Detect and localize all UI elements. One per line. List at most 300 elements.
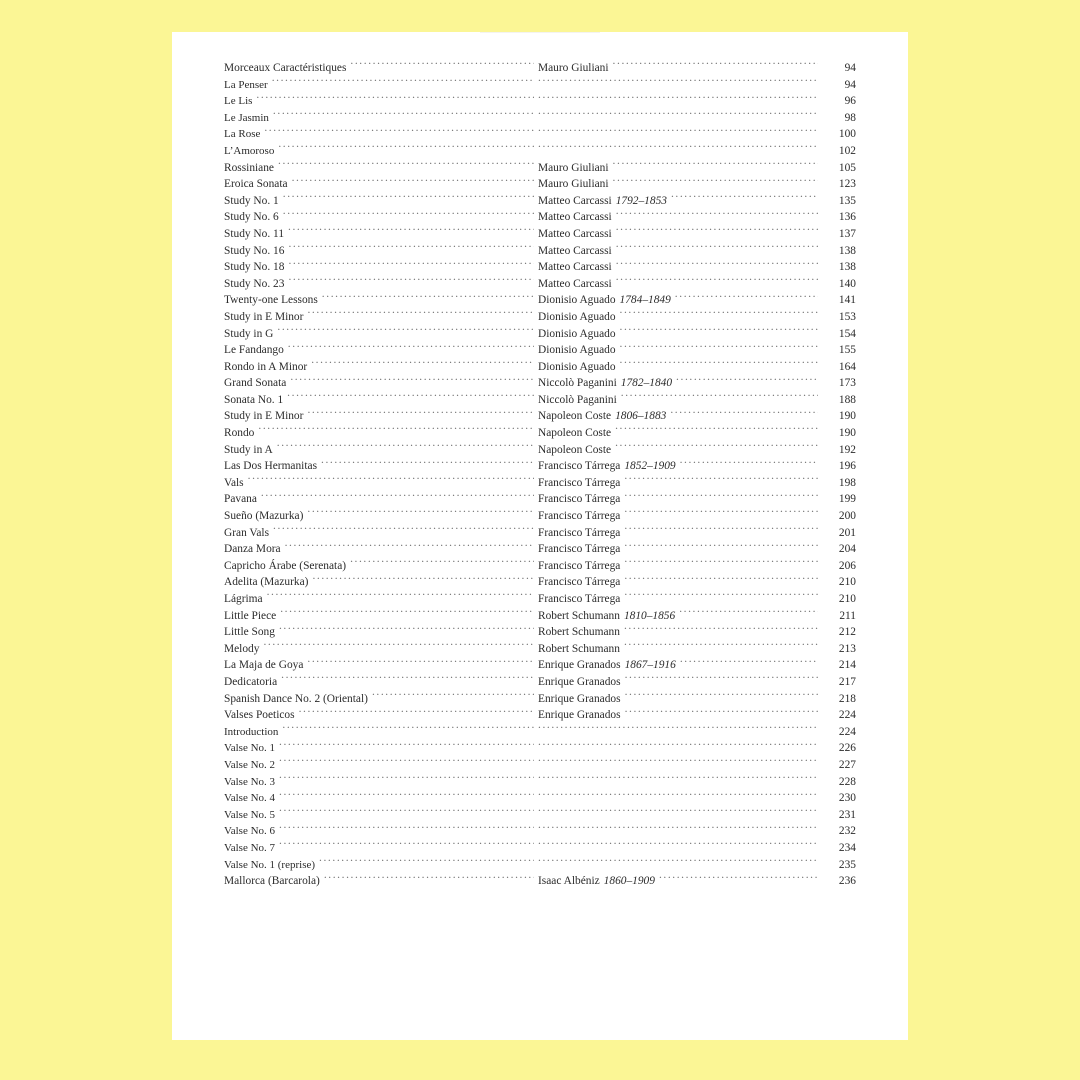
toc-title-column [224,425,534,442]
toc-entry[interactable] [224,807,856,824]
toc-entry-title: Valse No. 1 (reprise) [224,858,316,871]
leader-dots [312,574,534,585]
leader-dots [299,707,534,718]
toc-entry[interactable] [224,657,856,674]
toc-entry[interactable] [224,243,856,260]
toc-entry[interactable] [224,209,856,226]
leader-dots [538,724,818,735]
toc-entry[interactable] [224,408,856,425]
leader-dots [675,292,818,303]
toc-title-column [224,624,534,641]
toc-composer-column [534,757,818,768]
leader-dots [290,375,534,386]
leader-dots [621,392,818,403]
toc-composer-column [534,508,818,525]
toc-title-column [224,541,534,558]
toc-entry[interactable] [224,309,856,326]
leader-dots [538,807,818,818]
toc-entry-composer: Robert Schumann [538,609,620,622]
leader-dots [279,807,534,818]
toc-entry-page-number: 188 [838,393,856,406]
toc-title-column [224,392,534,409]
toc-entry-composer: Francisco Tárrega [538,526,621,539]
leader-dots [272,77,534,88]
toc-title-column [224,243,534,260]
leader-dots [256,93,534,104]
toc-entry-title: Valse No. 4 [224,792,276,805]
leader-dots [307,309,534,320]
page-content [205,60,875,890]
toc-composer-column [534,93,818,104]
toc-entry-title: Little Song [224,626,275,639]
toc-entry-page-number: 210 [838,593,856,605]
toc-entry-composer: Enrique Granados [538,659,621,672]
toc-entry[interactable] [224,857,856,874]
toc-title-column [224,491,534,508]
leader-dots [624,558,818,569]
toc-composer-column [534,276,818,293]
toc-entry-title: La Maja de Goya [224,659,304,672]
toc-composer-column [534,525,818,542]
toc-composer-column [534,425,818,442]
toc-composer-column [534,160,818,177]
toc-entry[interactable] [224,873,856,890]
toc-entry[interactable] [224,326,856,343]
toc-entry-page-number: 234 [838,841,856,854]
toc-entry-page-number: 138 [838,244,856,257]
toc-entry-composer: Dionisio Aguado [538,327,616,340]
leader-dots [279,774,534,785]
leader-dots [288,243,534,254]
toc-composer-column [534,641,818,658]
toc-composer-column [534,774,818,785]
leader-dots [620,342,818,353]
toc-entry[interactable] [224,641,856,658]
leader-dots [288,342,534,353]
toc-title-column [224,359,534,376]
toc-entry-title: Vals [224,476,244,489]
toc-composer-column [534,574,818,591]
toc-entry-composer: Robert Schumann [538,626,620,639]
toc-entry-composer: Matteo Carcassi [538,277,612,290]
toc-composer-column [534,857,818,868]
toc-entry[interactable] [224,458,856,475]
toc-composer-column [534,707,818,724]
toc-entry[interactable] [224,342,856,359]
toc-entry-page-number: 199 [838,493,856,506]
toc-entry-composer: Niccolò Paganini [538,393,617,406]
toc-entry-composer: Niccolò Paganini [538,377,617,390]
leader-dots [279,840,534,851]
leader-dots [624,525,818,536]
toc-entry[interactable] [224,292,856,309]
toc-entry-composer: Enrique Granados [538,692,621,705]
toc-entry-page-number: 140 [838,277,856,290]
toc-entry-page-number: 98 [844,111,856,124]
toc-title-column [224,790,534,807]
toc-entry-title: Lágrima [224,593,263,605]
leader-dots [283,209,534,220]
leader-dots [616,209,818,220]
toc-entry-title: Danza Mora [224,543,281,556]
toc-entry[interactable] [224,674,856,691]
toc-entry[interactable] [224,176,856,193]
toc-entry[interactable] [224,757,856,774]
toc-entry-composer-years: 1784–1849 [619,294,671,307]
leader-dots [624,624,818,635]
toc-composer-column [534,740,818,751]
toc-entry-title: Rondo in A Minor [224,360,308,373]
toc-entry[interactable] [224,359,856,376]
toc-entry-page-number: 213 [838,642,856,655]
toc-entry-composer: Dionisio Aguado [538,310,616,323]
toc-composer-column [534,873,818,890]
leader-dots [277,442,534,453]
toc-entry-title: Adelita (Mazurka) [224,576,309,589]
toc-entry-title: Pavana [224,493,257,506]
leader-dots [625,691,818,702]
leader-dots [287,392,534,403]
leader-dots [624,591,818,602]
toc-entry-page-number: 217 [838,675,856,688]
toc-entry[interactable] [224,541,856,558]
toc-entry[interactable] [224,276,856,293]
toc-title-column [224,807,534,824]
toc-title-column [224,608,534,625]
toc-title-column [224,342,534,359]
toc-title-column [224,691,534,708]
toc-entry-composer: Francisco Tárrega [538,559,621,572]
toc-title-column [224,774,534,791]
toc-entry-composer-years: 1860–1909 [603,875,655,888]
toc-title-column [224,126,534,143]
toc-entry[interactable] [224,126,856,143]
toc-entry[interactable] [224,442,856,459]
toc-entry[interactable] [224,160,856,177]
leader-dots [620,359,818,370]
toc-entry-composer: Mauro Giuliani [538,161,609,174]
toc-entry-title: Mallorca (Barcarola) [224,875,320,888]
document-page [172,32,908,1040]
toc-entry-composer-years: 1852–1909 [624,460,676,473]
toc-entry-title: Dedicatoria [224,675,278,688]
toc-entry[interactable] [224,525,856,542]
leader-dots [288,276,534,287]
toc-entry[interactable] [224,790,856,807]
toc-entry-page-number: 154 [838,327,856,340]
toc-title-column [224,641,534,658]
toc-entry-composer: Enrique Granados [538,675,621,688]
leader-dots [538,823,818,834]
toc-entry-title: Spanish Dance No. 2 (Oriental) [224,692,368,705]
toc-composer-column [534,458,818,475]
toc-title-column [224,574,534,591]
leader-dots [281,674,534,685]
toc-title-column [224,740,534,757]
toc-entry[interactable] [224,591,856,608]
toc-entry-title: Study No. 1 [224,194,279,207]
toc-entry-title: Study No. 16 [224,244,285,257]
toc-entry[interactable] [224,226,856,243]
toc-entry[interactable] [224,624,856,641]
toc-entry[interactable] [224,143,856,160]
toc-entry-composer-years: 1782–1840 [620,377,673,390]
leader-dots [292,176,534,187]
toc-entry[interactable] [224,574,856,591]
toc-entry[interactable] [224,193,856,210]
leader-dots [616,243,818,254]
toc-title-column [224,176,534,193]
toc-composer-column [534,375,818,392]
toc-entry[interactable] [224,774,856,791]
toc-entry-page-number: 138 [838,261,856,274]
leader-dots [307,508,534,519]
leader-dots [680,657,818,668]
toc-entry-composer-years: 1806–1883 [615,410,667,423]
toc-entry[interactable] [224,691,856,708]
toc-entry[interactable] [224,558,856,575]
leader-dots [538,840,818,851]
toc-entry[interactable] [224,491,856,508]
toc-entry-composer: Francisco Tárrega [538,543,621,556]
toc-entry[interactable] [224,110,856,127]
toc-entry[interactable] [224,77,856,94]
toc-entry-page-number: 226 [838,742,856,755]
toc-title-column [224,525,534,542]
toc-title-column [224,309,534,326]
toc-entry-composer-years: 1810–1856 [623,609,676,622]
toc-title-column [224,707,534,724]
toc-composer-column [534,608,818,625]
toc-title-column [224,77,534,94]
leader-dots [538,790,818,801]
toc-entry-title: Gran Vals [224,526,270,539]
toc-composer-column [534,691,818,708]
leader-dots [311,359,534,370]
toc-entry[interactable] [224,608,856,625]
toc-composer-column [534,110,818,121]
toc-composer-column [534,77,818,88]
toc-composer-column [534,392,818,409]
leader-dots [624,508,818,519]
leader-dots [283,193,534,204]
leader-dots [615,442,818,453]
toc-entry-page-number: 192 [838,443,856,456]
toc-entry-page-number: 136 [838,211,856,224]
leader-dots [282,724,534,735]
toc-entry-page-number: 232 [838,825,856,838]
toc-entry-title: Study No. 11 [224,227,285,240]
toc-entry-title: Valse No. 6 [224,825,276,838]
toc-composer-column [534,243,818,260]
leader-dots [307,657,534,668]
leader-dots [616,226,818,237]
leader-dots [679,608,818,619]
toc-title-column [224,160,534,177]
page-header-rule [480,32,600,38]
toc-title-column [224,93,534,110]
toc-entry[interactable] [224,724,856,741]
toc-entry[interactable] [224,425,856,442]
toc-title-column [224,823,534,840]
toc-title-column [224,873,534,890]
toc-entry-page-number: 224 [838,709,856,722]
leader-dots [278,143,534,154]
leader-dots [538,126,818,137]
toc-entry-page-number: 231 [838,808,856,821]
leader-dots [613,60,818,71]
toc-entry[interactable] [224,508,856,525]
leader-dots [288,226,534,237]
leader-dots [680,458,818,469]
leader-dots [261,491,534,502]
toc-title-column [224,857,534,874]
leader-dots [616,276,818,287]
leader-dots [538,77,818,88]
toc-composer-column [534,408,818,425]
toc-composer-column [534,259,818,276]
toc-entry-title: Little Piece [224,609,277,622]
toc-entry-page-number: 100 [838,128,856,141]
leader-dots [279,624,534,635]
toc-entry[interactable] [224,475,856,492]
leader-dots [671,193,818,204]
toc-entry-composer: Francisco Tárrega [538,576,621,589]
toc-entry-page-number: 155 [838,344,856,357]
leader-dots [321,458,534,469]
toc-entry[interactable] [224,707,856,724]
toc-entry-page-number: 141 [838,294,856,307]
leader-dots [538,740,818,751]
toc-entry[interactable] [224,259,856,276]
leader-dots [620,309,818,320]
toc-entry-title: Study in E Minor [224,310,304,323]
toc-entry-title: Eroica Sonata [224,178,288,191]
leader-dots [616,259,818,270]
toc-entry-title: Valse No. 5 [224,808,276,821]
toc-entry-title: Capricho Árabe (Serenata) [224,559,347,572]
leader-dots [279,757,534,768]
toc-composer-column [534,475,818,492]
leader-dots [676,375,818,386]
toc-title-column [224,226,534,243]
toc-composer-column [534,226,818,243]
toc-entry[interactable] [224,375,856,392]
toc-composer-column [534,790,818,801]
leader-dots [258,425,534,436]
leader-dots [307,408,534,419]
toc-entry-page-number: 198 [838,476,856,489]
leader-dots [280,608,534,619]
toc-entry-title: Rondo [224,427,255,440]
toc-entry-page-number: 206 [838,559,856,572]
toc-entry-page-number: 190 [838,410,856,423]
toc-entry-title: Valse No. 7 [224,841,276,854]
toc-entry-title: Las Dos Hermanitas [224,460,317,473]
toc-entry-composer-years: 1792–1853 [615,194,667,207]
toc-title-column [224,558,534,575]
leader-dots [538,93,818,104]
toc-composer-column [534,491,818,508]
toc-title-column [224,674,534,691]
toc-title-column [224,724,534,741]
toc-title-column [224,60,534,77]
toc-title-column [224,408,534,425]
toc-entry[interactable] [224,392,856,409]
leader-dots [624,641,818,652]
toc-entry-title: Morceaux Caractéristiques [224,62,347,74]
toc-composer-column [534,807,818,818]
toc-entry-page-number: 153 [838,310,856,323]
toc-entry-page-number: 96 [844,95,856,108]
leader-dots [319,857,534,868]
toc-composer-column [534,823,818,834]
leader-dots [324,873,534,884]
toc-entry-composer: Matteo Carcassi [538,194,612,207]
leader-dots [350,558,534,569]
toc-entry[interactable] [224,840,856,857]
toc-entry-composer: Matteo Carcassi [538,261,612,274]
leader-dots [279,823,534,834]
toc-entry-page-number: 214 [838,659,856,672]
leader-dots [613,160,818,171]
toc-entry-page-number: 196 [838,460,856,473]
leader-dots [538,143,818,154]
toc-title-column [224,458,534,475]
toc-entry[interactable] [224,60,856,77]
toc-entry-composer: Francisco Tárrega [538,460,621,473]
toc-composer-column [534,193,818,210]
toc-entry-composer: Enrique Granados [538,709,621,722]
leader-dots [263,641,534,652]
toc-entry-title: Study in G [224,327,274,340]
toc-title-column [224,591,534,608]
toc-entry[interactable] [224,740,856,757]
toc-entry-title: Twenty-one Lessons [224,294,318,307]
toc-entry-title: L’Amoroso [224,144,275,157]
toc-entry-page-number: 211 [839,609,856,622]
toc-entry-page-number: 230 [838,792,856,805]
toc-title-column [224,442,534,459]
toc-entry-page-number: 135 [838,194,856,207]
toc-entry-title: Rossiniane [224,161,274,174]
toc-entry-page-number: 212 [838,626,856,639]
toc-entry[interactable] [224,93,856,110]
toc-entry[interactable] [224,823,856,840]
toc-entry-composer: Francisco Tárrega [538,510,621,523]
toc-entry-composer: Napoleon Coste [538,427,612,440]
toc-entry-composer: Matteo Carcassi [538,211,612,224]
toc-entry-composer: Mauro Giuliani [538,62,609,74]
toc-entry-page-number: 102 [838,144,856,157]
toc-title-column [224,259,534,276]
toc-entry-title: Valse No. 3 [224,775,276,788]
toc-composer-column [534,840,818,851]
leader-dots [613,176,818,187]
toc-entry-page-number: 224 [838,725,856,738]
toc-entry-page-number: 200 [838,510,856,523]
toc-entry-composer: Mauro Giuliani [538,178,609,191]
toc-composer-column [534,359,818,376]
toc-entry-title: La Rose [224,128,261,141]
toc-entry-composer: Francisco Tárrega [538,493,621,506]
toc-composer-column [534,126,818,137]
leader-dots [279,740,534,751]
toc-entry-page-number: 228 [838,775,856,788]
toc-composer-column [534,657,818,674]
toc-entry-page-number: 173 [838,377,856,390]
toc-composer-column [534,176,818,193]
